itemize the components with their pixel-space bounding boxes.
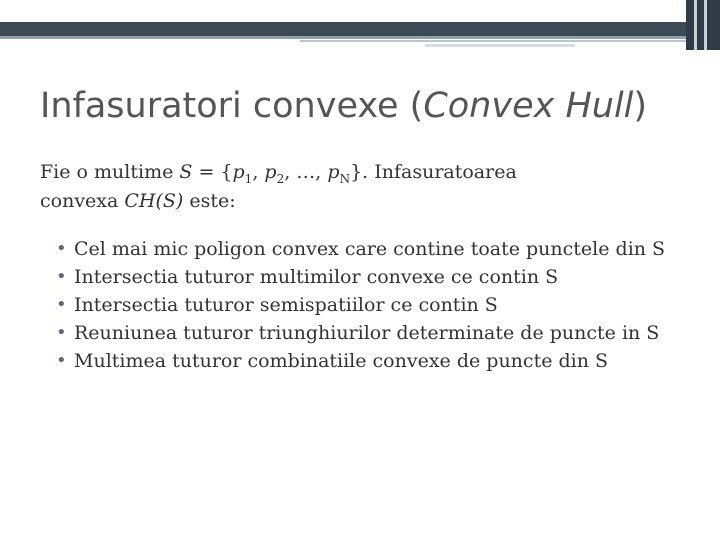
point-p2: p <box>264 161 277 183</box>
list-item: • Multimea tuturor combinatiile convexe de puncte din S <box>56 347 676 375</box>
header-band-accent <box>0 36 686 39</box>
title-prefix: Infasuratori convexe ( <box>40 86 424 126</box>
header-corner-block <box>686 0 720 50</box>
header-band-accent-3 <box>425 44 575 47</box>
list-item: • Intersectia tuturor semispatiilor ce contin S <box>56 291 676 319</box>
ellipsis: , …, <box>284 161 328 183</box>
subscript-2: 2 <box>276 171 285 186</box>
subscript-n: N <box>339 171 351 186</box>
header-band-accent-2 <box>300 40 686 42</box>
intro-paragraph <box>40 158 680 216</box>
intro-text-c: este: <box>183 190 236 212</box>
comma-1: , <box>252 161 265 183</box>
subscript-1: 1 <box>244 171 253 186</box>
title-italic: Convex Hull <box>423 86 634 126</box>
slide-title <box>40 86 647 126</box>
intro-close: }. Infasuratoarea <box>350 161 517 183</box>
point-p1: p <box>232 161 245 183</box>
intro-text-b: convexa <box>40 190 125 212</box>
list-item: • Cel mai mic poligon convex care contine toate punctele din S <box>56 235 676 263</box>
header-band <box>0 22 720 36</box>
header-corner-stripe <box>694 0 697 50</box>
header-corner-stripe <box>704 0 707 50</box>
title-suffix: ) <box>633 86 648 126</box>
hull-notation: CH(S) <box>124 190 184 212</box>
point-pn: p <box>327 161 340 183</box>
set-name: S <box>179 161 193 183</box>
definition-list <box>56 235 676 375</box>
list-item: • Reuniunea tuturor triunghiurilor determinate de puncte in S <box>56 319 676 347</box>
set-open: = { <box>192 161 233 183</box>
list-item: • Intersectia tuturor multimilor convexe ce contin S <box>56 263 676 291</box>
intro-text-a: Fie o multime <box>40 161 180 183</box>
